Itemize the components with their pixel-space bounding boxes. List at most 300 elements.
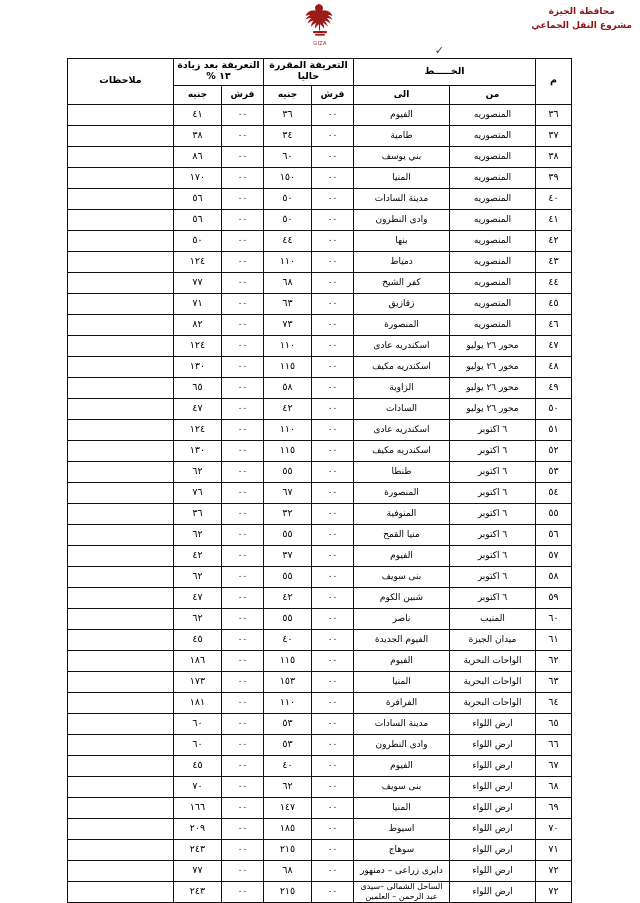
row-current-pound: ١١٠ [263,420,311,441]
row-new-piaster: ٠٠ [221,210,263,231]
row-no: ٥٠ [536,399,572,420]
row-note [67,504,173,525]
row-note [67,294,173,315]
row-current-pound: ٣٧ [263,546,311,567]
row-to: اسكندريه مكيف [353,357,449,378]
row-new-pound: ٤٥ [173,630,221,651]
table-row [67,693,571,714]
checkmark-icon: ✓ [434,44,444,57]
row-current-piaster: ٠٠ [311,588,353,609]
row-no: ٦٩ [536,798,572,819]
table-row [67,441,571,462]
row-new-piaster: ٠٠ [221,777,263,798]
row-new-piaster: ٠٠ [221,420,263,441]
row-current-pound: ١١٠ [263,336,311,357]
row-to: سوهاج [353,840,449,861]
table-row [67,210,571,231]
table-row [67,399,571,420]
table-row [67,420,571,441]
row-current-pound: ٤٠ [263,630,311,651]
row-current-piaster: ٠٠ [311,189,353,210]
row-no: ٤٣ [536,252,572,273]
row-new-piaster: ٠٠ [221,231,263,252]
row-no: ٤٤ [536,273,572,294]
row-from: ٦ اكتوبر [450,462,536,483]
fares-table [67,58,572,903]
row-note [67,441,173,462]
row-from: المنصوريه [450,168,536,189]
row-from: المنصوريه [450,294,536,315]
row-from: ٦ اكتوبر [450,441,536,462]
table-row [67,273,571,294]
row-no: ٥٣ [536,462,572,483]
row-new-pound: ٤٧ [173,399,221,420]
row-new-piaster: ٠٠ [221,504,263,525]
row-new-piaster: ٠٠ [221,315,263,336]
table-row [67,672,571,693]
row-to: الفيوم [353,105,449,126]
row-no: ٧٠ [536,819,572,840]
row-current-piaster: ٠٠ [311,357,353,378]
row-no: ٥٢ [536,441,572,462]
row-note [67,588,173,609]
table-row [67,336,571,357]
row-new-pound: ٦٢ [173,462,221,483]
row-current-pound: ٥٠ [263,210,311,231]
row-from: المنصوريه [450,252,536,273]
row-to: اسكندريه عادى [353,336,449,357]
row-to: شبين الكوم [353,588,449,609]
row-new-pound: ٦٠ [173,735,221,756]
row-new-piaster: ٠٠ [221,798,263,819]
row-no: ٤١ [536,210,572,231]
row-new-pound: ٧٠ [173,777,221,798]
table-row [67,819,571,840]
table-row [67,378,571,399]
row-new-piaster: ٠٠ [221,735,263,756]
row-from: الواحات البحرية [450,693,536,714]
row-new-piaster: ٠٠ [221,693,263,714]
row-from: ٦ اكتوبر [450,567,536,588]
row-from: محور ٢٦ يوليو [450,378,536,399]
row-new-pound: ١٧٠ [173,168,221,189]
row-new-pound: ٣٦ [173,504,221,525]
table-row [67,588,571,609]
row-no: ٣٧ [536,126,572,147]
row-note [67,189,173,210]
row-to: دمياط [353,252,449,273]
row-to: مدينة السادات [353,189,449,210]
row-to: المنصورة [353,315,449,336]
row-to: المنصورة [353,483,449,504]
row-to: بني يوسف [353,147,449,168]
giza-seal-logo [292,2,348,47]
row-from: المنصوريه [450,231,536,252]
row-current-piaster: ٠٠ [311,252,353,273]
row-no: ٤٨ [536,357,572,378]
row-current-piaster: ٠٠ [311,609,353,630]
row-new-piaster: ٠٠ [221,378,263,399]
table-row [67,651,571,672]
row-current-pound: ٢١٥ [263,882,311,903]
row-note [67,693,173,714]
row-no: ٦١ [536,630,572,651]
row-to: الفيوم [353,651,449,672]
row-new-pound: ٧٧ [173,273,221,294]
row-no: ٦٦ [536,735,572,756]
row-current-pound: ٤٢ [263,399,311,420]
row-no: ٣٩ [536,168,572,189]
row-no: ٤٩ [536,378,572,399]
row-current-pound: ٥٥ [263,609,311,630]
row-new-pound: ١٨١ [173,693,221,714]
row-note [67,483,173,504]
row-from: المنصوريه [450,189,536,210]
table-row [67,357,571,378]
row-new-pound: ٢٤٣ [173,882,221,903]
row-note [67,777,173,798]
row-current-pound: ١١٥ [263,357,311,378]
row-from: المنصوريه [450,315,536,336]
row-new-piaster: ٠٠ [221,336,263,357]
row-to: اسكندريه مكيف [353,441,449,462]
row-from: ارض اللواء [450,819,536,840]
row-note [67,357,173,378]
row-new-piaster: ٠٠ [221,861,263,882]
row-new-pound: ٨٦ [173,147,221,168]
row-new-pound: ٤٥ [173,756,221,777]
row-note [67,735,173,756]
row-note [67,231,173,252]
row-note [67,336,173,357]
row-current-pound: ١١٥ [263,441,311,462]
row-new-pound: ٦٥ [173,378,221,399]
row-to: الفيوم الجديدة [353,630,449,651]
row-new-pound: ٦٠ [173,714,221,735]
row-note [67,840,173,861]
row-new-pound: ٤٧ [173,588,221,609]
row-note [67,882,173,903]
row-new-piaster: ٠٠ [221,819,263,840]
row-to: اسكندريه عادى [353,420,449,441]
row-note [67,861,173,882]
row-current-piaster: ٠٠ [311,504,353,525]
row-note [67,420,173,441]
table-row [67,630,571,651]
row-new-pound: ١٦٦ [173,798,221,819]
table-row [67,105,571,126]
row-no: ٧٢ [536,861,572,882]
row-from: ٦ اكتوبر [450,504,536,525]
row-current-piaster: ٠٠ [311,231,353,252]
col-header-current-pound: جنيه [263,86,311,105]
org-title-block [531,6,632,33]
row-new-piaster: ٠٠ [221,294,263,315]
row-current-piaster: ٠٠ [311,693,353,714]
row-note [67,378,173,399]
row-no: ٥٧ [536,546,572,567]
row-to: الساحل الشمالى –سيدى عبد الرحمن – العلمين [353,882,449,903]
row-new-pound: ٤١ [173,105,221,126]
row-to: وادى النطرون [353,735,449,756]
row-no: ٦٤ [536,693,572,714]
table-row [67,567,571,588]
row-current-piaster: ٠٠ [311,840,353,861]
row-note [67,630,173,651]
row-from: المنصوريه [450,273,536,294]
row-new-piaster: ٠٠ [221,483,263,504]
table-row [67,546,571,567]
row-to: المنوفية [353,504,449,525]
row-new-pound: ٥٠ [173,231,221,252]
row-new-piaster: ٠٠ [221,714,263,735]
col-header-to: الى [353,86,449,105]
row-from: محور ٢٦ يوليو [450,336,536,357]
table-row [67,840,571,861]
row-new-piaster: ٠٠ [221,105,263,126]
row-to: مدينة السادات [353,714,449,735]
col-header-new-piaster: قرش [221,86,263,105]
row-from: المنصوريه [450,147,536,168]
row-current-piaster: ٠٠ [311,147,353,168]
row-new-piaster: ٠٠ [221,630,263,651]
row-no: ٥٤ [536,483,572,504]
row-current-pound: ٦٨ [263,861,311,882]
row-current-piaster: ٠٠ [311,756,353,777]
row-note [67,168,173,189]
row-to: منيا القمح [353,525,449,546]
row-new-piaster: ٠٠ [221,840,263,861]
row-new-pound: ٧١ [173,294,221,315]
row-current-piaster: ٠٠ [311,546,353,567]
row-new-pound: ٥٦ [173,210,221,231]
table-row [67,882,571,903]
row-current-pound: ٥٥ [263,567,311,588]
row-to: دايرى زراعى – دمنهور [353,861,449,882]
row-note [67,525,173,546]
row-current-pound: ١٤٧ [263,798,311,819]
row-to: الزاوية [353,378,449,399]
table-row [67,462,571,483]
row-new-pound: ١٧٣ [173,672,221,693]
row-to: طامية [353,126,449,147]
row-current-pound: ١١٠ [263,693,311,714]
row-current-piaster: ٠٠ [311,735,353,756]
row-to: الفيوم [353,756,449,777]
row-new-piaster: ٠٠ [221,651,263,672]
row-from: ٦ اكتوبر [450,420,536,441]
org-line-1: محافظة الجيزة [548,7,615,17]
row-note [67,546,173,567]
row-current-piaster: ٠٠ [311,273,353,294]
row-new-pound: ٦٢ [173,525,221,546]
table-row [67,252,571,273]
row-to: الفيوم [353,546,449,567]
row-to: كفر الشيخ [353,273,449,294]
row-current-pound: ٦٠ [263,147,311,168]
row-from: المنصوريه [450,126,536,147]
row-from: المنصوريه [450,105,536,126]
row-current-piaster: ٠٠ [311,315,353,336]
row-from: ٦ اكتوبر [450,525,536,546]
row-from: الواحات البحرية [450,672,536,693]
row-from: ميدان الجيزة [450,630,536,651]
table-row [67,147,571,168]
row-note [67,714,173,735]
row-no: ٥٨ [536,567,572,588]
row-current-piaster: ٠٠ [311,441,353,462]
row-new-piaster: ٠٠ [221,189,263,210]
row-no: ٤٥ [536,294,572,315]
row-current-pound: ٦٢ [263,777,311,798]
row-current-pound: ٧٣ [263,315,311,336]
row-note [67,819,173,840]
row-current-piaster: ٠٠ [311,483,353,504]
row-to: السادات [353,399,449,420]
col-header-notes: ملاحظات [67,59,173,105]
row-new-piaster: ٠٠ [221,168,263,189]
row-note [67,798,173,819]
row-new-piaster: ٠٠ [221,756,263,777]
row-note [67,756,173,777]
row-current-pound: ٣٢ [263,504,311,525]
row-current-piaster: ٠٠ [311,210,353,231]
row-current-pound: ٢١٥ [263,840,311,861]
row-new-piaster: ٠٠ [221,672,263,693]
row-from: ارض اللواء [450,840,536,861]
row-from: الواحات البحرية [450,651,536,672]
row-current-piaster: ٠٠ [311,861,353,882]
table-row [67,756,571,777]
table-row [67,609,571,630]
table-row [67,231,571,252]
table-row [67,714,571,735]
row-no: ٦٢ [536,651,572,672]
row-new-pound: ٤٢ [173,546,221,567]
row-note [67,462,173,483]
row-note [67,651,173,672]
row-from: ٦ اكتوبر [450,483,536,504]
row-current-pound: ٦٨ [263,273,311,294]
col-header-line: الخـــــط [353,59,535,86]
row-from: المنصوريه [450,210,536,231]
row-note [67,273,173,294]
row-note [67,609,173,630]
row-no: ٧٢ [536,882,572,903]
row-no: ٦٥ [536,714,572,735]
row-to: الفرافرة [353,693,449,714]
row-no: ٥١ [536,420,572,441]
table-row [67,315,571,336]
row-note [67,252,173,273]
row-new-piaster: ٠٠ [221,147,263,168]
row-current-pound: ١١٥ [263,651,311,672]
row-new-piaster: ٠٠ [221,357,263,378]
row-new-piaster: ٠٠ [221,882,263,903]
row-to: المنيا [353,672,449,693]
row-no: ٣٦ [536,105,572,126]
row-new-pound: ٢٤٣ [173,840,221,861]
row-new-pound: ١٢٤ [173,420,221,441]
row-new-pound: ٦٢ [173,567,221,588]
row-no: ٦٠ [536,609,572,630]
row-new-pound: ٨٢ [173,315,221,336]
row-current-piaster: ٠٠ [311,126,353,147]
row-current-piaster: ٠٠ [311,882,353,903]
row-new-pound: ١٨٦ [173,651,221,672]
col-header-no: م [536,59,572,105]
row-no: ٥٥ [536,504,572,525]
row-note [67,210,173,231]
row-to: المنيا [353,168,449,189]
row-current-piaster: ٠٠ [311,525,353,546]
table-row [67,861,571,882]
row-new-pound: ٦٢ [173,609,221,630]
row-new-piaster: ٠٠ [221,546,263,567]
row-new-piaster: ٠٠ [221,462,263,483]
table-row [67,777,571,798]
row-current-pound: ٥٥ [263,462,311,483]
row-note [67,399,173,420]
row-no: ٤٧ [536,336,572,357]
row-new-pound: ١٣٠ [173,357,221,378]
row-from: محور ٢٦ يوليو [450,399,536,420]
row-from: ارض اللواء [450,777,536,798]
row-note [67,147,173,168]
row-current-piaster: ٠٠ [311,105,353,126]
row-current-piaster: ٠٠ [311,462,353,483]
row-current-pound: ١٥٠ [263,168,311,189]
row-note [67,315,173,336]
row-note [67,672,173,693]
table-row [67,525,571,546]
row-current-piaster: ٠٠ [311,714,353,735]
row-no: ٦٨ [536,777,572,798]
row-from: ٦ اكتوبر [450,588,536,609]
row-from: ٦ اكتوبر [450,546,536,567]
table-row [67,126,571,147]
row-new-pound: ٧٧ [173,861,221,882]
row-new-pound: ١٢٤ [173,336,221,357]
row-current-pound: ٦٣ [263,294,311,315]
table-row [67,735,571,756]
row-new-pound: ٢٠٩ [173,819,221,840]
row-new-pound: ٥٦ [173,189,221,210]
row-new-piaster: ٠٠ [221,567,263,588]
row-note [67,105,173,126]
seal-caption: GIZA [313,41,327,47]
row-from: ارض اللواء [450,714,536,735]
row-from: ارض اللواء [450,735,536,756]
row-current-piaster: ٠٠ [311,378,353,399]
row-current-pound: ٥٨ [263,378,311,399]
row-current-pound: ٥٠ [263,189,311,210]
row-from: ارض اللواء [450,882,536,903]
row-current-pound: ٥٥ [263,525,311,546]
row-new-piaster: ٠٠ [221,273,263,294]
row-from: المنيب [450,609,536,630]
row-no: ٤٢ [536,231,572,252]
row-current-piaster: ٠٠ [311,168,353,189]
col-header-new-pound: جنيه [173,86,221,105]
row-new-piaster: ٠٠ [221,525,263,546]
row-current-pound: ١٨٥ [263,819,311,840]
row-no: ٤٦ [536,315,572,336]
table-row [67,504,571,525]
row-no: ٦٣ [536,672,572,693]
row-current-pound: ٤٠ [263,756,311,777]
table-row [67,168,571,189]
